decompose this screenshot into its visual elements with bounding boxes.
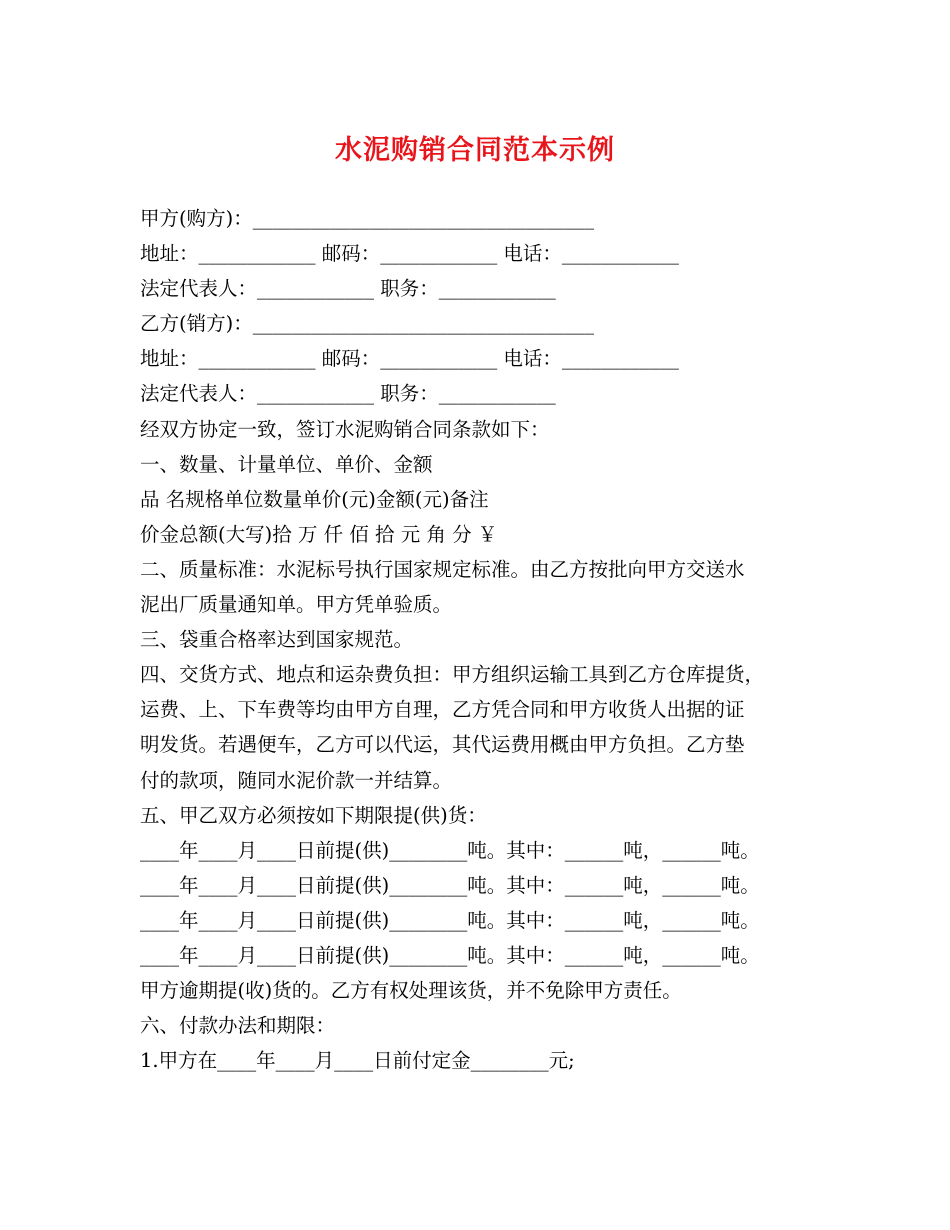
section-4-line-3: 明发货。若遇便车，乙方可以代运，其代运费用概由甲方负担。乙方垫: [140, 733, 745, 757]
delivery-schedule-line: ____年____月____日前提(供)________吨。其中：______吨，______吨。: [140, 908, 760, 932]
section-1-heading: 一、数量、计量单位、单价、金额: [140, 452, 433, 476]
section-2-line-2: 泥出厂质量通知单。甲方凭单验质。: [140, 593, 453, 617]
delivery-schedule-line: ____年____月____日前提(供)________吨。其中：______吨，______吨。: [140, 838, 760, 862]
total-amount-line: 价金总额(大写)拾 万 仟 佰 拾 元 角 分 ￥: [140, 522, 498, 546]
section-4-line-2: 运费、上、下车费等均由甲方自理，乙方凭合同和甲方收货人出据的证: [140, 698, 745, 722]
section-6-heading: 六、付款办法和期限：: [140, 1014, 336, 1038]
late-pickup-line: 甲方逾期提(收)货的。乙方有权处理该货，并不免除甲方责任。: [140, 979, 682, 1003]
party-a-address-line: 地址：____________ 邮码：____________ 电话：____________: [140, 242, 679, 266]
section-5-heading: 五、甲乙双方必须按如下期限提(供)货：: [140, 803, 487, 827]
document-title: 水泥购销合同范本示例: [335, 135, 615, 166]
delivery-schedule-line: ____年____月____日前提(供)________吨。其中：______吨，______吨。: [140, 943, 760, 967]
agreement-intro-line: 经双方协定一致，签订水泥购销合同条款如下：: [140, 417, 550, 441]
party-b-name-line: 乙方(销方)：___________________________________: [140, 312, 594, 336]
party-a-representative-line: 法定代表人：____________ 职务：____________: [140, 277, 556, 301]
section-2-line-1: 二、质量标准：水泥标号执行国家规定标准。由乙方按批向甲方交送水: [140, 557, 745, 581]
deposit-line: 1.甲方在____年____月____日前付定金________元;: [140, 1049, 575, 1073]
item-columns-line: 品 名规格单位数量单价(元)金额(元)备注: [140, 487, 489, 511]
document-body: [140, 201, 830, 1078]
section-4-line-4: 付的款项，随同水泥价款一并结算。: [140, 768, 453, 792]
party-b-address-line: 地址：____________ 邮码：____________ 电话：____________: [140, 347, 679, 371]
section-3-line: 三、袋重合格率达到国家规范。: [140, 628, 414, 652]
delivery-schedule-line: ____年____月____日前提(供)________吨。其中：______吨，______吨。: [140, 873, 760, 897]
section-4-line-1: 四、交货方式、地点和运杂费负担：甲方组织运输工具到乙方仓库提货，: [140, 663, 765, 687]
party-b-representative-line: 法定代表人：____________ 职务：____________: [140, 382, 556, 406]
party-a-name-line: 甲方(购方)：___________________________________: [140, 207, 594, 230]
